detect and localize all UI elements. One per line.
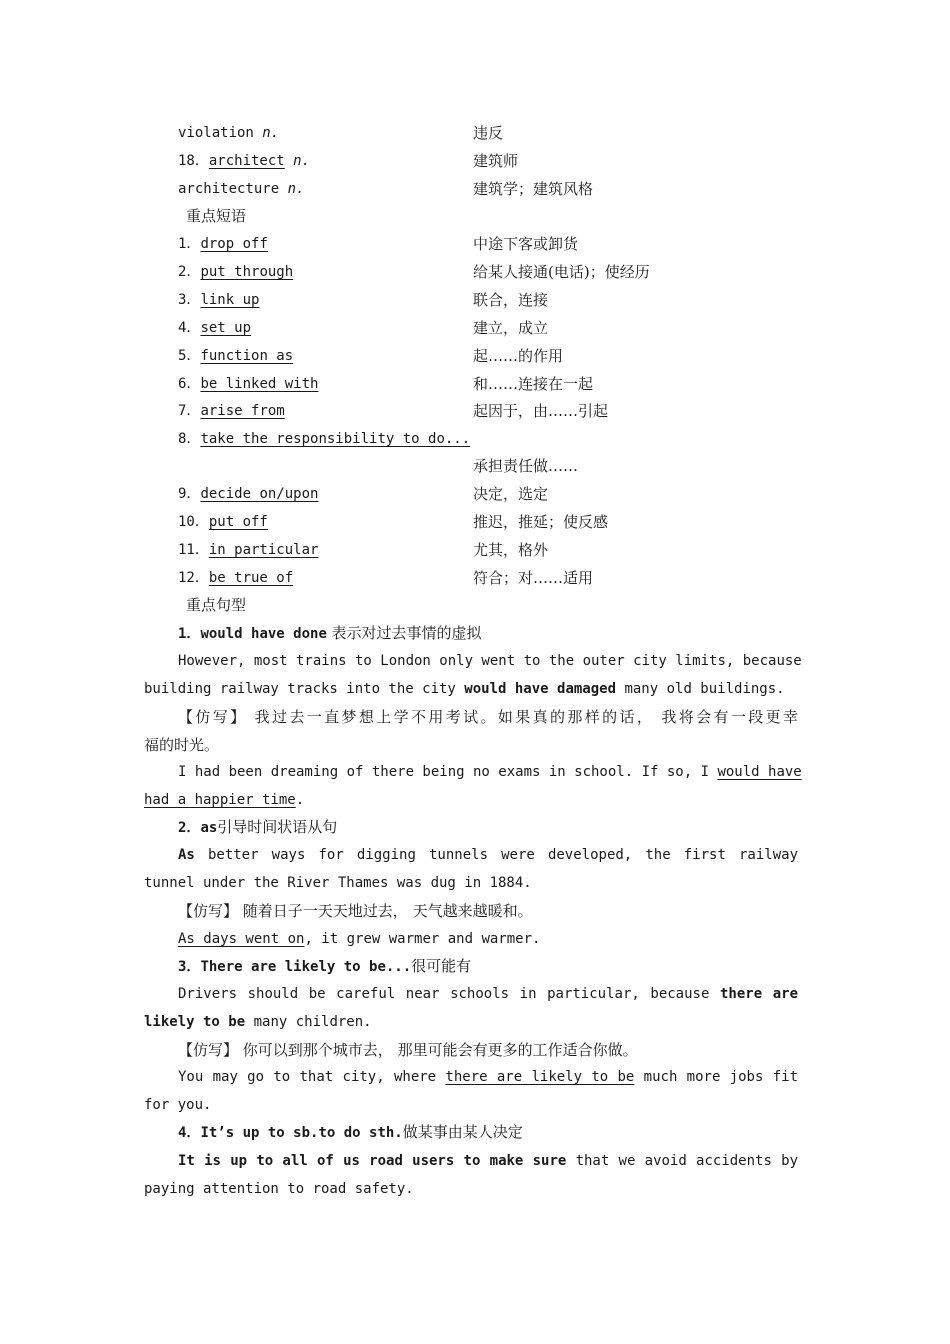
phrase-item: 9．decide on/upon bbox=[178, 486, 319, 502]
phrase-meaning: 联合，连接 bbox=[473, 291, 549, 309]
phrase-item: 5．function as bbox=[178, 348, 294, 364]
phrase-meaning: 起……的作用 bbox=[473, 347, 564, 365]
pattern-title: 4．It’s up to sb.to do sth.做某事由某人决定 bbox=[178, 1123, 523, 1141]
pattern-practice: 【仿写】 你可以到那个城市去， 那里可能会有更多的工作适合你做。 bbox=[178, 1041, 638, 1059]
sentences-heading: 重点句型 bbox=[186, 596, 247, 614]
pattern-title: 3．There are likely to be...很可能有 bbox=[178, 957, 472, 975]
phrase-meaning: 承担责任做…… bbox=[473, 457, 579, 475]
vocab-meaning-architect: 建筑师 bbox=[473, 152, 519, 170]
pattern-title: 1．would have done 表示对过去事情的虚拟 bbox=[178, 624, 482, 642]
vocab-word-violation: violation n. bbox=[178, 125, 280, 141]
phrase-item: 6．be linked with bbox=[178, 376, 319, 392]
pattern-title: 2．as引导时间状语从句 bbox=[178, 818, 338, 836]
phrase-item: 4．set up bbox=[178, 320, 252, 336]
phrase-item: 1．drop off bbox=[178, 236, 268, 252]
vocab-word-architecture: architecture n. bbox=[178, 181, 305, 197]
phrase-meaning: 和……连接在一起 bbox=[473, 375, 594, 393]
pattern-answer: I had been dreaming of there being no exams in school. If so, I would have had a happier time. bbox=[144, 764, 802, 808]
pattern-answer: As days went on, it grew warmer and warmer. bbox=[178, 931, 541, 947]
pattern-example: Drivers should be careful near schools in particular, because there are likely to be many children. bbox=[144, 986, 798, 1030]
pattern-example: As better ways for digging tunnels were developed, the first railway tunnel under the River Thames was dug in 1884. bbox=[144, 847, 798, 891]
pattern-practice: 【仿写】 随着日子一天天地过去， 天气越来越暖和。 bbox=[178, 902, 533, 920]
phrase-item: 11．in particular bbox=[178, 542, 319, 558]
phrase-meaning: 中途下客或卸货 bbox=[473, 235, 579, 253]
phrase-meaning: 推迟，推延；使反感 bbox=[473, 513, 609, 531]
phrase-meaning: 给某人接通(电话)；使经历 bbox=[473, 263, 650, 281]
vocab-word-architect: 18．architect n. bbox=[178, 153, 311, 169]
phrase-meaning: 尤其，格外 bbox=[473, 541, 549, 559]
phrase-item: 3．link up bbox=[178, 292, 260, 308]
pattern-practice: 【仿写】 我过去一直梦想上学不用考试。如果真的那样的话， 我将会有一段更幸 福的时光。 bbox=[144, 708, 798, 754]
phrase-meaning: 符合；对……适用 bbox=[473, 569, 594, 587]
phrase-item: 7．arise from bbox=[178, 403, 285, 419]
phrase-item: 2．put through bbox=[178, 264, 294, 280]
phrase-meaning: 起因于，由……引起 bbox=[473, 402, 609, 420]
phrases-heading: 重点短语 bbox=[186, 207, 247, 225]
phrase-item: 12．be true of bbox=[178, 570, 294, 586]
vocab-meaning-architecture: 建筑学；建筑风格 bbox=[473, 180, 594, 198]
phrase-item: 10．put off bbox=[178, 514, 268, 530]
phrase-meaning: 建立，成立 bbox=[473, 319, 549, 337]
phrase-meaning: 决定，选定 bbox=[473, 485, 549, 503]
pattern-example: It is up to all of us road users to make sure that we avoid accidents by paying attention to road safety. bbox=[144, 1153, 799, 1197]
pattern-example: However, most trains to London only went to the outer city limits, because building railway tracks into the city would have damaged many old buildings. bbox=[144, 653, 802, 697]
vocab-meaning-violation: 违反 bbox=[473, 124, 504, 142]
phrase-item: 8．take the responsibility to do... bbox=[178, 431, 471, 447]
pattern-answer: You may go to that city, where there are likely to be much more jobs fit for you. bbox=[144, 1069, 799, 1113]
